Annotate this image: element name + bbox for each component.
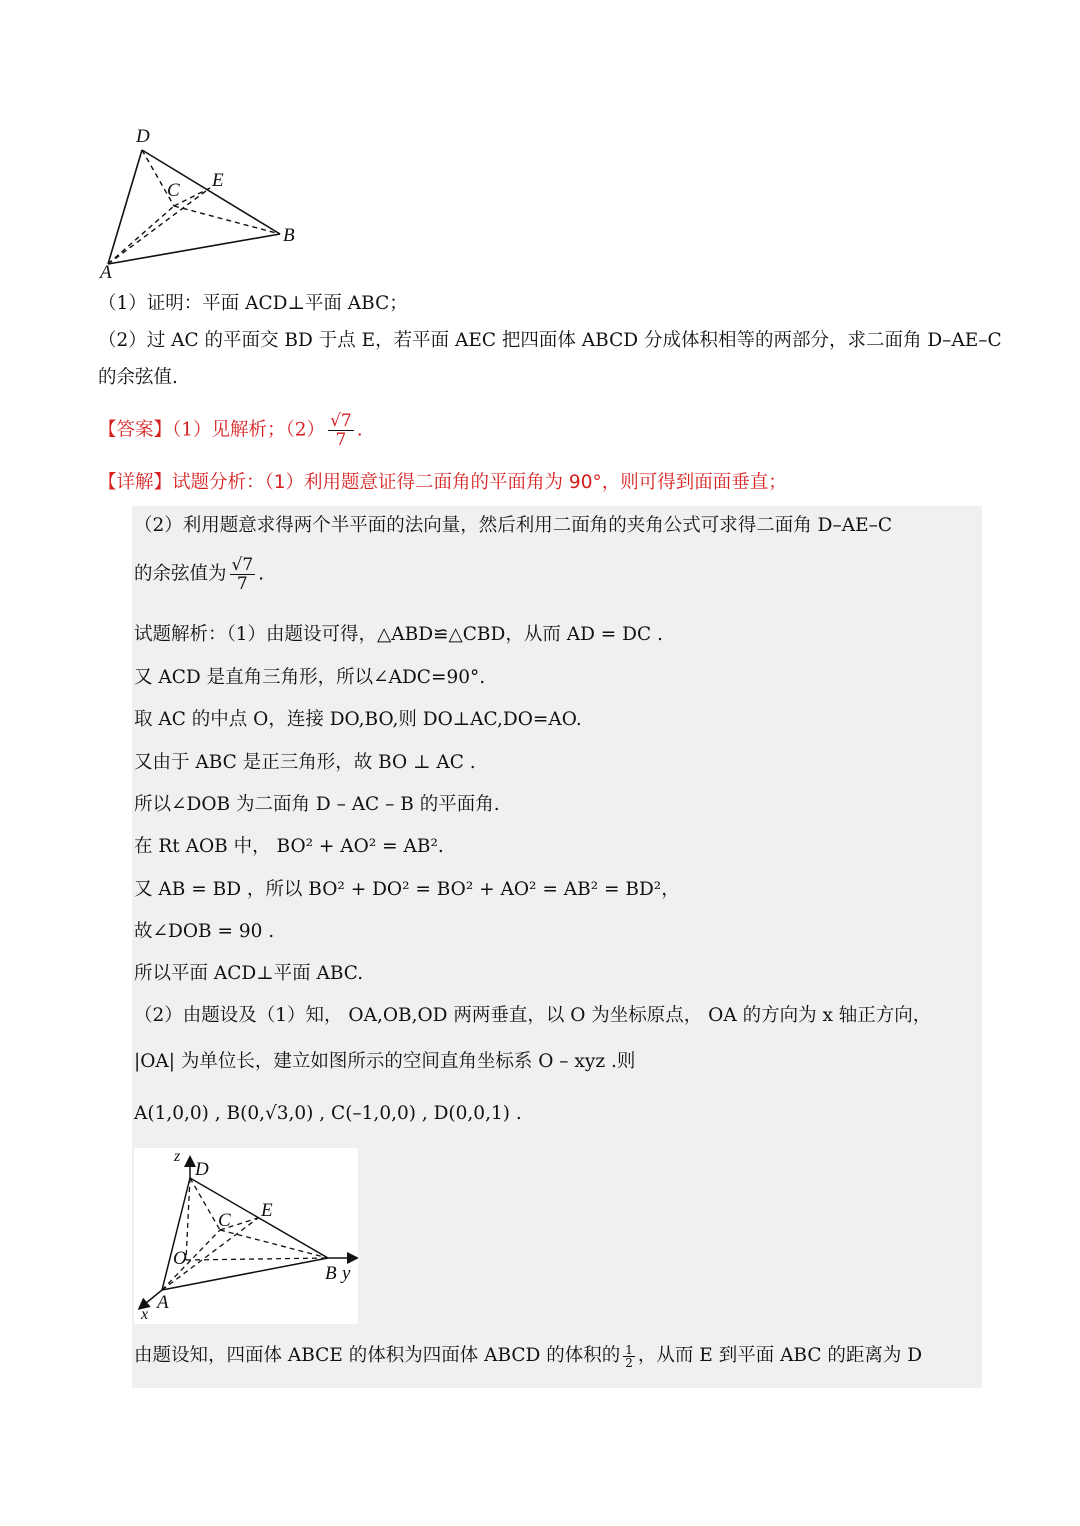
label-d: D [136,126,150,147]
edge-ob [186,1258,328,1260]
solution-line-1: （2）利用题意求得两个半平面的法向量，然后利用二面角的夹角公式可求得二面角 D–AE–C [134,515,893,536]
question-part1: （1）证明：平面 ACD⊥平面 ABC； [98,293,408,314]
solution-l15-fraction [623,1344,635,1369]
solution-line-4: 又 ACD 是直角三角形，所以∠ADC=90°. [134,667,486,688]
label-x: x [141,1306,149,1323]
answer-frac-den: 7 [335,430,347,450]
solution-l15-num: 1 [625,1342,633,1357]
label-a: A [100,262,112,283]
answer-text: （1）见解析；（2） [172,419,326,441]
solution-frac-den: 7 [236,574,248,594]
solution-fraction [230,556,256,593]
solution-l2-text: 的余弦值为 [134,563,227,585]
solution-line-7: 所以∠DOB 为二面角 D – AC – B 的平面角. [134,794,500,815]
solution-line-5: 取 AC 的中点 O，连接 DO,BO,则 DO⊥AC,DO=AO. [134,709,582,730]
answer-prefix: 【答案】 [98,419,173,441]
solution-line-3: 试题解析：（1）由题设可得，△ABD≌△CBD，从而 AD = DC . [134,624,663,645]
solution-line-9: 又 AB = BD ，所以 BO² + DO² = BO² + AO² = AB² = BD²， [134,879,680,900]
label-z: z [174,1148,181,1165]
label-a2: A [157,1292,169,1313]
answer-suffix: . [356,419,363,441]
label-d2: D [195,1159,209,1180]
solution-line-10: 故∠DOB = 90 . [134,921,275,942]
label-e2: E [261,1200,273,1221]
solution-line-11: 所以平面 ACD⊥平面 ABC. [134,963,364,984]
edge-db [142,150,280,234]
answer-fraction [328,412,354,449]
solution-line-14: A(1,0,0) , B(0,√3,0) , C(–1,0,0) , D(0,0,1) . [134,1103,522,1124]
question-part2-line2: 的余弦值. [98,367,178,388]
solution-l2-suffix: . [258,563,265,585]
solution-line-6: 又由于 ABC 是正三角形，故 BO ⊥ AC . [134,752,476,773]
edge-ae [108,188,210,264]
answer-frac-num: √7 [330,411,352,431]
edge-cb [174,206,280,234]
solution-l15-den: 2 [625,1355,633,1370]
detail-line [98,470,787,496]
edge-ac [108,206,174,264]
label-c: C [167,180,180,201]
answer-line [98,412,363,449]
solution-l15-text: 由题设知，四面体 ABCE 的体积为四面体 ABCD 的体积的 [134,1345,621,1366]
label-b2: B [325,1263,337,1284]
question-part2-line1: （2）过 AC 的平面交 BD 于点 E，若平面 AEC 把四面体 ABCD 分成体积相等的两部分，求二面角 D–AE–C [98,330,1002,351]
edge-da [108,150,142,264]
tetrahedron-figure [96,122,316,287]
solution-l15-suffix: ，从而 E 到平面 ABC 的距离为 D [637,1345,923,1366]
label-y: y [342,1263,351,1284]
detail-prefix: 【详解】 [98,472,173,493]
edge-da [162,1178,190,1290]
label-c2: C [218,1210,231,1231]
solution-line-2 [134,556,264,593]
label-o: O [173,1248,187,1269]
label-b: B [283,225,295,246]
edge-dc [190,1178,220,1230]
solution-line-12: （2）由题设及（1）知， OA,OB,OD 两两垂直，以 O 为坐标原点， OA 的方向为 x 轴正方向， [134,1005,932,1026]
detail-line1: 试题分析：（1）利用题意证得二面角的平面角为 90°，则可得到面面垂直； [172,472,787,493]
solution-frac-num: √7 [231,555,254,575]
solution-line-13: |OA| 为单位长，建立如图所示的空间直角坐标系 O – xyz .则 [134,1051,636,1072]
solution-line-15 [134,1343,922,1369]
solution-line-8: 在 Rt AOB 中， BO² + AO² = AB². [134,836,444,857]
edge-ab [108,234,280,264]
label-e: E [212,170,224,191]
edge-db [190,1178,328,1258]
